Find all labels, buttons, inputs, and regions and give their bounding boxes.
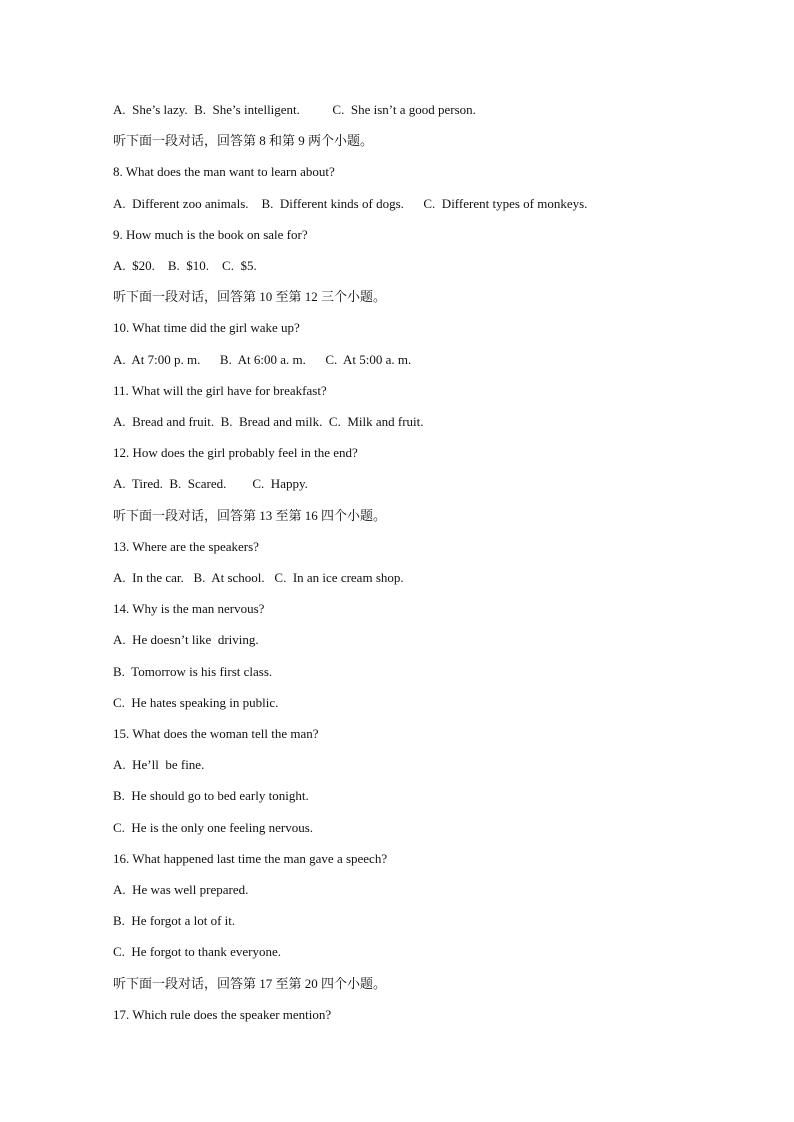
answer-option-q14-a: A. He doesn’t like driving.	[113, 632, 259, 647]
question-17: 17. Which rule does the speaker mention?	[113, 1007, 332, 1022]
question-16: 16. What happened last time the man gave a speech?	[113, 851, 388, 866]
answer-options-q7: A. She’s lazy. B. She’s intelligent. C. She isn’t a good person.	[113, 102, 476, 117]
question-11: 11. What will the girl have for breakfast?	[113, 383, 327, 398]
answer-option-q15-c: C. He is the only one feeling nervous.	[113, 820, 314, 835]
answer-options-q10: A. At 7:00 p. m. B. At 6:00 a. m. C. At 5:00 a. m.	[113, 352, 412, 367]
answer-options-q9: A. $20. B. $10. C. $5.	[113, 258, 257, 273]
question-12: 12. How does the girl probably feel in the end?	[113, 445, 358, 460]
answer-option-q14-c: C. He hates speaking in public.	[113, 695, 279, 710]
question-14: 14. Why is the man nervous?	[113, 601, 265, 616]
question-15: 15. What does the woman tell the man?	[113, 726, 319, 741]
answer-option-q16-c: C. He forgot to thank everyone.	[113, 944, 281, 959]
answer-options-q8: A. Different zoo animals. B. Different kinds of dogs. C. Different types of monkeys.	[113, 196, 588, 211]
question-13: 13. Where are the speakers?	[113, 539, 259, 554]
answer-options-q12: A. Tired. B. Scared. C. Happy.	[113, 476, 308, 491]
answer-option-q16-a: A. He was well prepared.	[113, 882, 249, 897]
answer-options-q13: A. In the car. B. At school. C. In an ice cream shop.	[113, 570, 404, 585]
answer-options-q11: A. Bread and fruit. B. Bread and milk. C. Milk and fruit.	[113, 414, 424, 429]
question-10: 10. What time did the girl wake up?	[113, 320, 300, 335]
question-8: 8. What does the man want to learn about?	[113, 164, 335, 179]
section-instruction-q10-12: 听下面一段对话，回答第 10 至第 12 三个小题。	[113, 289, 387, 304]
answer-option-q15-a: A. He’ll be fine.	[113, 757, 205, 772]
section-instruction-q8-9: 听下面一段对话，回答第 8 和第 9 两个小题。	[113, 133, 374, 148]
section-instruction-q13-16: 听下面一段对话，回答第 13 至第 16 四个小题。	[113, 508, 387, 523]
question-9: 9. How much is the book on sale for?	[113, 227, 308, 242]
answer-option-q14-b: B. Tomorrow is his first class.	[113, 664, 273, 679]
section-instruction-q17-20: 听下面一段对话，回答第 17 至第 20 四个小题。	[113, 976, 387, 991]
answer-option-q15-b: B. He should go to bed early tonight.	[113, 788, 309, 803]
answer-option-q16-b: B. He forgot a lot of it.	[113, 913, 236, 928]
